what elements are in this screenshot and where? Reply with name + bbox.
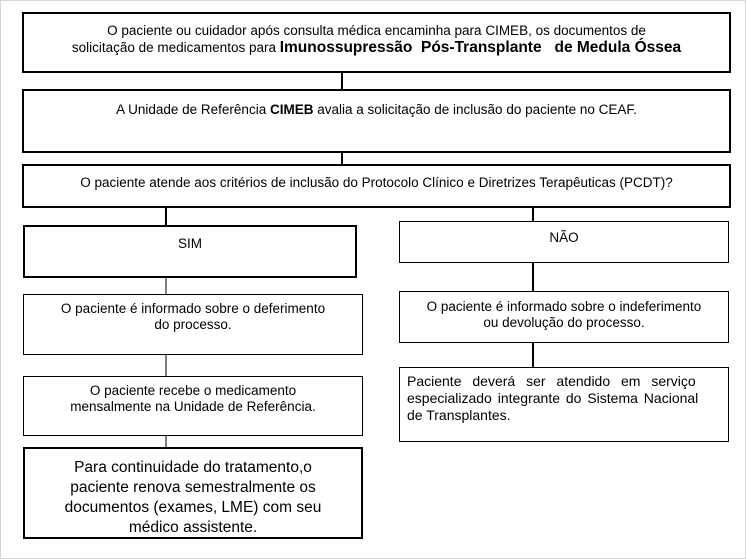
indeferment-text-line2: ou devolução do processo. — [483, 315, 645, 330]
deferment-text-line1: O paciente é informado sobre o deferimento — [60, 301, 326, 316]
specialized-text-line3: de Transplantes. — [407, 407, 511, 423]
evaluation-text — [24, 102, 729, 117]
deferment-text-line2: do processo. — [154, 317, 232, 332]
intake-line2-regular: solicitação de medicamentos para — [71, 40, 280, 55]
connector-yes-deferment — [165, 278, 167, 294]
box-yes — [23, 225, 357, 278]
box-specialized-service — [399, 367, 729, 442]
connector-no-indeferment — [532, 263, 534, 291]
renewal-text-line1: Para continuidade do tratamento,o — [74, 459, 312, 476]
connector-question-no — [532, 208, 534, 221]
yes-label: SIM — [177, 236, 202, 251]
box-monthly-dispense — [23, 376, 363, 436]
renewal-text-line2: paciente renova semestralmente os — [70, 479, 316, 496]
evaluation-suffix: avalia a solicitação de inclusão do paciente no CEAF. — [313, 102, 637, 117]
specialized-text-line1: Paciente deverá ser atendido em serviço — [407, 373, 696, 389]
box-renewal — [23, 447, 363, 539]
connector-deferment-dispense — [165, 355, 167, 376]
intake-line2-bold: Imunossupressão Pós-Transplante de Medula Óssea — [279, 39, 682, 56]
box-question — [22, 164, 731, 208]
intake-text-line2 — [24, 39, 729, 56]
indeferment-text-line1: O paciente é informado sobre o indeferimento — [426, 299, 702, 314]
box-indeferment — [399, 291, 729, 343]
intake-text-line1: O paciente ou cuidador após consulta médica encaminha para CIMEB, os documentos de — [107, 23, 646, 38]
no-label: NÃO — [549, 230, 579, 245]
dispense-text-line2: mensalmente na Unidade de Referência. — [70, 399, 316, 414]
specialized-text-line2: especializado integrante do Sistema Nacional — [407, 390, 699, 406]
evaluation-prefix: A Unidade de Referência — [116, 102, 270, 117]
box-deferment — [23, 294, 363, 355]
connector-evaluation-question — [341, 153, 343, 164]
connector-dispense-renewal — [165, 436, 167, 447]
box-no — [399, 221, 729, 263]
connector-question-yes — [165, 208, 167, 225]
box-evaluation — [22, 89, 731, 153]
evaluation-bold-cimeb: CIMEB — [269, 102, 314, 117]
box-intake — [22, 12, 731, 73]
connector-intake-evaluation — [341, 73, 343, 89]
renewal-text-line4: médico assistente. — [128, 519, 258, 536]
renewal-text-line3: documentos (exames, LME) com seu — [64, 499, 322, 516]
question-text: O paciente atende aos critérios de inclusão do Protocolo Clínico e Diretrizes Terapêuticas (PCDT)? — [80, 175, 673, 190]
dispense-text-line1: O paciente recebe o medicamento — [89, 383, 297, 398]
connector-indeferment-specialized — [532, 343, 534, 367]
